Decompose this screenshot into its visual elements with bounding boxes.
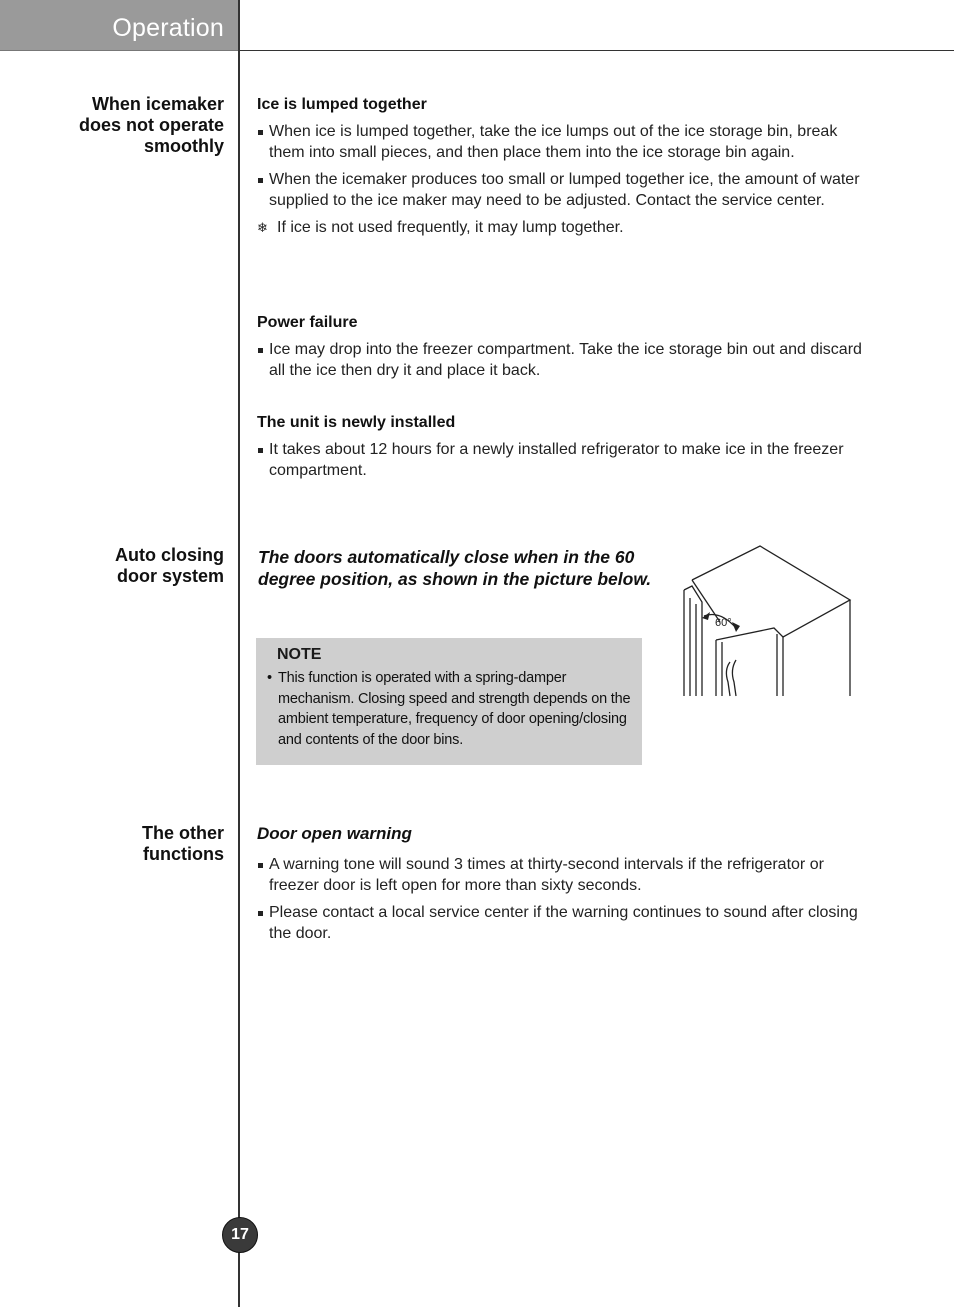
snowflake-icon: ❄ [257,220,268,235]
bullet-item: It takes about 12 hours for a newly installed refrigerator to make ice in the freezer compartment. [257,439,877,481]
angle-label: 60° [715,617,732,629]
side-title-other-functions [24,823,224,865]
side-title-icemaker [24,94,224,157]
door-angle-illustration [680,542,855,698]
side-title-line: functions [143,844,224,864]
sub-heading: Power failure [257,314,358,331]
note-text [267,668,634,750]
column-divider [238,0,240,1307]
header-divider-left [0,50,238,51]
sub-heading: Door open warning [257,824,412,843]
side-title-line: When icemaker [91,94,224,114]
side-title-line: smoothly [143,136,224,156]
bullet-item: A warning tone will sound 3 times at thirty-second intervals if the refrigerator or freezer door is left open for more than sixty seconds. [257,854,877,896]
bullet-item: When ice is lumped together, take the ice lumps out of the ice storage bin, break them into small pieces, and then place them into the ice storage bin again. [257,121,877,163]
section-title: Operation [112,14,224,42]
footnote-text: If ice is not used frequently, it may lump together. [277,219,624,236]
note-title: NOTE [277,646,322,663]
section-header-tab [0,0,238,50]
side-title-line: The other [141,823,224,843]
note-body: This function is operated with a spring-damper mechanism. Closing speed and strength depends on the ambient temperature, frequency of door opening/closing and contents of the door bins. [278,670,631,748]
header-divider [238,50,954,51]
side-title-line: does not operate [78,115,224,135]
bullet-item: When the icemaker produces too small or lumped together ice, the amount of water supplied to the ice maker may need to be adjusted. Contact the service center. [257,169,877,211]
auto-closing-lead: The doors automatically close when in the 60 degree position, as shown in the picture below. [258,547,652,589]
block-power-failure [257,313,877,387]
page-number: 17 [222,1217,258,1253]
note-box [256,638,642,765]
sub-heading: Ice is lumped together [257,96,427,113]
bullet-item: Please contact a local service center if the warning continues to sound after closing the door. [257,902,877,944]
block-newly-installed [257,413,877,487]
bullet-dot: • [267,670,272,686]
side-title-line: door system [116,566,224,586]
sub-heading: The unit is newly installed [257,414,456,431]
side-title-line: Auto closing [115,545,224,565]
bullet-item: Ice may drop into the freezer compartment. Take the ice storage bin out and discard all the ice then dry it and place it back. [257,339,877,381]
block-ice-lumped [257,95,877,238]
side-title-auto-closing [24,545,224,587]
block-door-open-warning [257,824,877,950]
footnote [257,217,877,238]
